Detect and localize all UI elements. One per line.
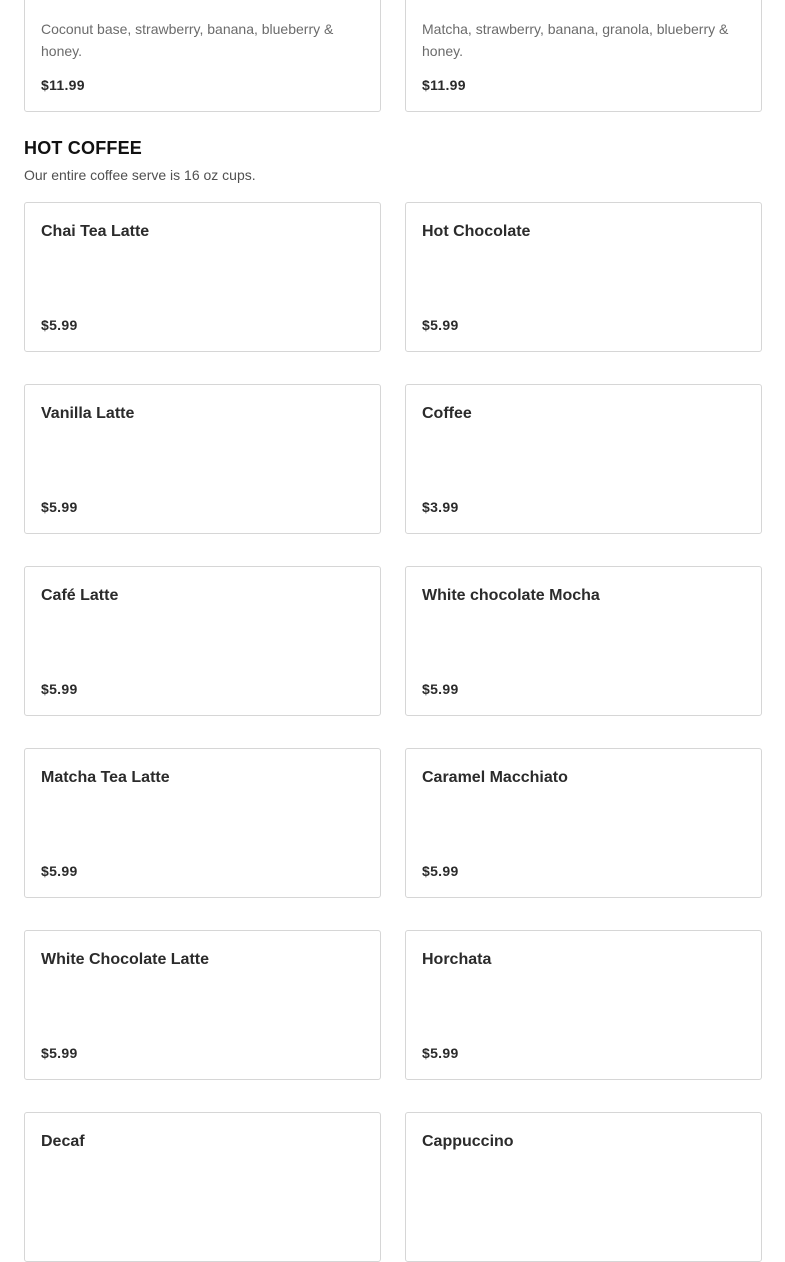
section-subtitle: Our entire coffee serve is 16 oz cups. xyxy=(24,167,256,183)
menu-item-card[interactable] xyxy=(405,384,762,534)
menu-item-card[interactable] xyxy=(24,0,381,112)
section-title: HOT COFFEE xyxy=(24,138,142,158)
item-price: $5.99 xyxy=(41,681,78,697)
item-price: $3.99 xyxy=(422,499,459,515)
menu-item-card[interactable] xyxy=(405,566,762,716)
item-name: Vanilla Latte xyxy=(41,405,135,422)
menu-item-card[interactable] xyxy=(24,566,381,716)
menu-item-card[interactable] xyxy=(405,748,762,898)
item-price: $5.99 xyxy=(41,317,78,333)
item-price: $11.99 xyxy=(422,77,466,93)
item-name: Hot Chocolate xyxy=(422,223,531,240)
item-price: $5.99 xyxy=(41,863,78,879)
item-price: $5.99 xyxy=(422,1045,459,1061)
item-name: Horchata xyxy=(422,951,492,968)
item-name: Chai Tea Latte xyxy=(41,223,150,240)
item-name: White chocolate Mocha xyxy=(422,587,600,604)
menu-item-card[interactable] xyxy=(24,202,381,352)
menu-item-card[interactable] xyxy=(405,1112,762,1262)
menu-item-card[interactable] xyxy=(24,1112,381,1262)
menu-item-card[interactable] xyxy=(24,930,381,1080)
item-price: $5.99 xyxy=(422,863,459,879)
item-price: $11.99 xyxy=(41,77,85,93)
item-price: $5.99 xyxy=(41,499,78,515)
item-price: $5.99 xyxy=(422,317,459,333)
menu-item-card[interactable] xyxy=(405,930,762,1080)
item-price: $5.99 xyxy=(422,681,459,697)
item-name: Caramel Macchiato xyxy=(422,769,568,786)
item-name: Cappuccino xyxy=(422,1133,514,1150)
menu-item-card[interactable] xyxy=(24,384,381,534)
item-description: Coconut base, strawberry, banana, blueberry & honey. xyxy=(41,21,334,59)
item-name: Café Latte xyxy=(41,587,119,604)
menu-item-card[interactable] xyxy=(405,0,762,112)
item-name: Decaf xyxy=(41,1133,85,1150)
item-price: $5.99 xyxy=(41,1045,78,1061)
item-name: Coffee xyxy=(422,405,472,422)
menu-item-card[interactable] xyxy=(405,202,762,352)
item-name: White Chocolate Latte xyxy=(41,951,210,968)
item-name: Matcha Tea Latte xyxy=(41,769,170,786)
menu-item-card[interactable] xyxy=(24,748,381,898)
item-description: Matcha, strawberry, banana, granola, blueberry & honey. xyxy=(422,21,729,59)
